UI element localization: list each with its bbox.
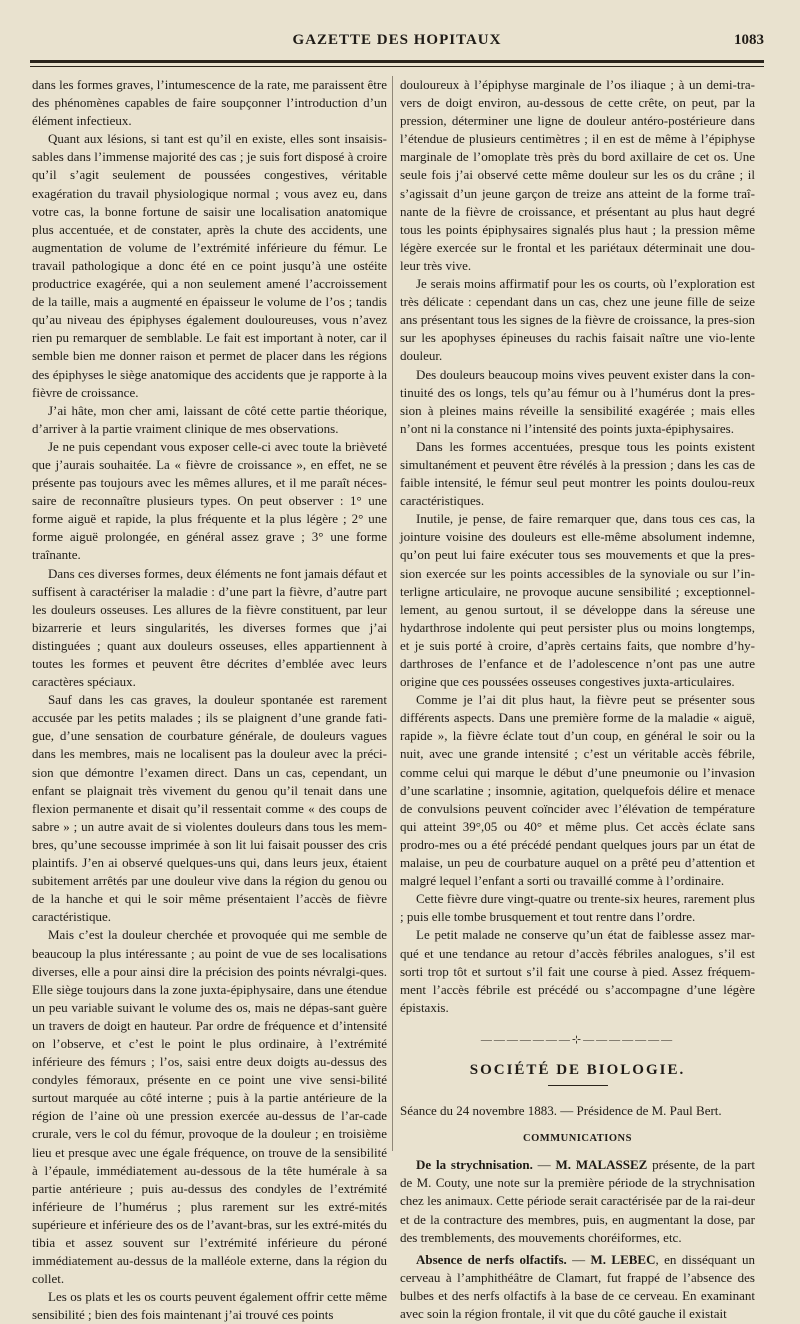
communication-text: , en disséquant un cerveau à l’amphithéâtre de Clamart, fut frappé de l’absence des bulbes et des nerfs olfactifs à la base de ce cerveau. En examinant avec soin la région frontale, il vit que du côté gauche il existait xyxy=(400,1251,756,1321)
communication-author: M. LEBEC xyxy=(590,1251,656,1267)
paragraph: Comme je l’ai dit plus haut, la fièvre peut se présenter sous différents aspects. Dans une première forme de la maladie « aiguë, rapide », la fièvre éclate tout d’un coup, en général le soir ou la nuit, avec une grande intensité ; c’est un véritable accès fébrile, comme celui qui marque le début d’une pneumonie ou l’invasion d’une scarlatine ; insomnie, agitation, quelquefois délire et menace de convulsions peuvent coïncider avec l’élévation de température qui atteint 39°,05 ou 40° et même plus. Cet accès éclate sans prodro-mes ou a été précédé pendant quelques jours par un état de malaise, un peu de courbature auquel on a prêté peu d’attention et malgré lequel l’enfant a sorti ou travaillé comme à l’ordinaire. xyxy=(400,692,755,889)
paragraph: douloureux à l’épiphyse marginale de l’os iliaque ; à un demi-tra-vers de doigt environ, au-dessous de cette crête, on peut, par la pression, déterminer une ligne de douleur antéro-postérieure dans l’étendue de plusieurs centimètres ; il en est de même à l’épiphyse marginale de l’omoplate très près du bord axillaire de cet os. Une seule fois j’ai observé cette même douleur sur les os du crâne ; il s’agissait d’un jeune garçon de treize ans atteint de la forme traî-nante de la fièvre de croissance, et présentant au plus haut degré tous les points épiphysaires signalés plus haut ; la pression même légère exercée sur le frontal et les pariétaux déterminait une dou-leur très vive. xyxy=(400,77,755,273)
communication-item: De la strychnisation. — M. MALASSEZ présente, de la part de M. Couty, une note sur la première période de la strychnisation chez les animaux. Cette période serait caractérisée par de la rai-deur et de la contracture des membres, puis, en augmentant la dose, par des tremblements, des mouvements choréiformes, etc. xyxy=(400,1157,756,1245)
communication-item: Absence de nerfs olfactifs. — M. LEBEC, en disséquant un cerveau à l’amphithéâtre de Clamart, fut frappé de l’absence des bulbes et des nerfs olfactifs à la base de ce cerveau. En examinant avec soin la région frontale, il vit que du côté gauche il existait xyxy=(400,1251,756,1321)
communication-title: De la strychnisation. xyxy=(416,1157,533,1173)
paragraph: Quant aux lésions, si tant est qu’il en existe, elles sont insaisis-sables dans l’immense majorité des cas ; je suis fort disposé à croire qu’il s’agit seulement de poussées congestives, véritable exagération du travail physiologique normal ; vous avez eu, dans votre cas, la bonne fortune de saisir une localisation anatomique plus accentuée, et de constater, après la chute des accidents, une augmentation de volume de l’extrémité inférieure du fémur. Le travail pathologique a donc été en ce point jusqu’à une ostéite productrice exagérée, qui a non seulement amené l’accroissement de la taille, mais a augmenté en épaisseur le volume de l’os ; tandis qu’au niveau des épiphyses également douloureuses, vous n’avez rien pu remarquer de semblable. Le fait est important à noter, car il semble bien me donner raison et permet de placer dans les régions des épiphyses le siège anatomique des accidents que je rapporte à la fièvre de croissance. xyxy=(32,131,387,400)
paragraph: Cette fièvre dure vingt-quatre ou trente-six heures, rarement plus ; puis elle tombe brusquement et tout rentre dans l’ordre. xyxy=(400,891,755,925)
communication-title: Absence de nerfs olfactifs. xyxy=(416,1251,567,1267)
paragraph: Dans les formes accentuées, presque tous les points existent simultanément et peuvent être révélés à la pression ; dans les cas de faible intensité, le fémur seul peut montrer les points doulou-reux caractéristiques. xyxy=(400,438,755,509)
running-head xyxy=(30,32,764,56)
header-rule-thick xyxy=(30,60,764,63)
paragraph: Mais c’est la douleur cherchée et provoquée qui me semble de beaucoup la plus intéressante ; au point de vue de ses localisations diverses, elle a pour ainsi dire la précision des points névralgi-ques. Elle siège toujours dans la zone juxta-épiphysaire, dans une étendue un peu variable suivant le volume des os, mais ne dépas-sant guère un travers de doigt en hauteur. Par ordre de fréquence et d’intensité on l’observe, et c’est le point le plus ordinaire, à l’extrémité inférieure des fémurs ; l’os, saisi entre deux doigts au-dessus des condyles fémoraux, présente en ce point une vive sensi-bilité surtout marquée au côté interne ; puis à la partie antérieure de la région de l’aine où une pression exercée au-dessus de l’ar-cade crurale, vers le col du fémur, provoque de la douleur ; en troisième lieu et presque avec une égale fréquence, on trouve de la sensibilité à l’épaule, immédiatement au-dessous de la tête humérale à sa partie antérieure ; puis au-dessus des condyles de l’extrémité inférieure de l’humérus ; plus rarement sur les extré-mités supérieure et inférieure des os de l’avant-bras, sur les extré-mités du tibia et assez souvent sur l’extrémité inférieure du péroné immédiatement au-dessus de la malléole externe, dans la région du collet. xyxy=(32,927,387,1287)
paragraph: Je ne puis cependant vous exposer celle-ci avec toute la brièveté que j’aurais souhaitée. La « fièvre de croissance », en effet, ne se présente pas toujours avec les mêmes allures, et il me paraît néces-saire de reconnaître plusieurs types. On peut observer : 1° une forme aiguë et rapide, la plus fréquente et la plus légère ; 2° une forme aiguë prolongée, en général assez grave ; 3° une forme traînante. xyxy=(32,438,387,563)
paragraph: Les os plats et les os courts peuvent également offrir cette même sensibilité ; bien des fois maintenant j’ai trouvé ces points xyxy=(32,1289,387,1323)
paragraph: Dans ces diverses formes, deux éléments ne font jamais défaut et suffisent à caractériser la maladie : d’une part la fièvre, d’autre part les douleurs osseuses. Les allures de la fièvre constituent, par leur bizarrerie et leurs singularités, les diverses formes que j’ai distinguées ; quant aux douleurs osseuses, elles appartiennent à toutes les formes et peuvent être décrites d’emblée avec leurs caractères spéciaux. xyxy=(32,565,387,690)
paragraph: Je serais moins affirmatif pour les os courts, où l’exploration est très délicate : cependant dans un cas, chez une jeune fille de seize ans présentant tous les signes de la fièvre de croissance, la pres-sion sur les apophyses épineuses du rachis faisait naître une vio-lente douleur. xyxy=(400,276,755,364)
page-number: 1083 xyxy=(734,32,764,48)
journal-title: GAZETTE DES HOPITAUX xyxy=(292,32,502,48)
left-column xyxy=(32,76,387,1324)
section-ornament: ———————⊹——————— xyxy=(480,1033,675,1046)
right-column xyxy=(400,76,755,1323)
paragraph: Le petit malade ne conserve qu’un état de faiblesse assez mar-qué et une tendance au retour d’accès fébriles analogues, s’il est sorti trop tôt et surtout s’il fait une course à pied. Assez fréquem-ment l’accès fébrile est précédé ou s’accompagne d’une légère épistaxis. xyxy=(400,927,755,1015)
communication-text: présente, de la part de M. Couty, une note sur la première période de la strychnisation chez les animaux. Cette période serait caractérisée par de la rai-deur et de la contracture des membres, puis, en augmentant la dose, par des tremblements, des mouvements choréiformes, etc. xyxy=(400,1157,756,1245)
communications-heading: COMMUNICATIONS xyxy=(523,1133,632,1145)
column-divider xyxy=(392,76,393,1151)
paragraph: Inutile, je pense, de faire remarquer que, dans tous ces cas, la jointure voisine des douleurs est elle-même absolument indemne, qu’on peut lui faire exécuter tous ses mouvements et que la pres-sion exercée sur les points accessibles de la synoviale ou sur l’in-terligne articulaire, ne provoque aucune sensibilité ; exceptionnel-lement, au genou surtout, il se développe dans la séreuse une hydarthrose indolente qui peut persister plus ou moins longtemps, et je suis porté à croire, d’après certains faits, que nombre d’hy-darthroses de l’enfance et de l’adolescence n’ont pas une autre origine que ces poussées osseuses congestives juxta-articulaires. xyxy=(400,511,755,690)
section-rule xyxy=(548,1085,608,1086)
paragraph: dans les formes graves, l’intumescence de la rate, me paraissent être des phénomènes capables de faire soupçonner l’introduction d’un élément infectieux. xyxy=(32,77,387,129)
communication-author: M. MALASSEZ xyxy=(555,1157,648,1173)
paragraph: Sauf dans les cas graves, la douleur spontanée est rarement accusée par les petits malades ; ils se plaignent d’une grande fati-gue, d’une sensation de courbature générale, de douleurs vagues dans les membres, mais ne localisent pas la douleur avec la préci-sion que démontre l’examen direct. Dans un cas, cependant, un enfant se plaignait très vivement du genou qu’il tenait dans une flexion permanente et disait qu’il ressentait comme « des coups de sabre » ; un autre avait de si violentes douleurs dans tous les mem-bres, qu’une secousse imprimée à son lit lui faisait pousser des cris plaintifs. J’en ai observé quelques-uns qui, dans leurs jeux, étaient subitement arrêtés par une douleur vive dans la région du genou ou de la hanche et qui le soir même présentaient l’accès de fièvre caractéristique. xyxy=(32,692,387,925)
paragraph: J’ai hâte, mon cher ami, laissant de côté cette partie théorique, d’arriver à la partie vraiment clinique de mes observations. xyxy=(32,402,387,436)
paragraph: Des douleurs beaucoup moins vives peuvent exister dans la con-tinuité des os longs, tels qu’au fémur ou à l’humérus dont la pres-sion à pleines mains réveille la sensibilité exagérée ; mais elles n’ont ni la constance ni l’intensité des points juxta-épiphysaires. xyxy=(400,366,755,436)
session-line: Séance du 24 novembre 1883. — Présidence de M. Paul Bert. xyxy=(400,1103,722,1119)
header-rule-thin xyxy=(30,66,764,67)
section-title: SOCIÉTÉ DE BIOLOGIE. xyxy=(469,1061,686,1078)
